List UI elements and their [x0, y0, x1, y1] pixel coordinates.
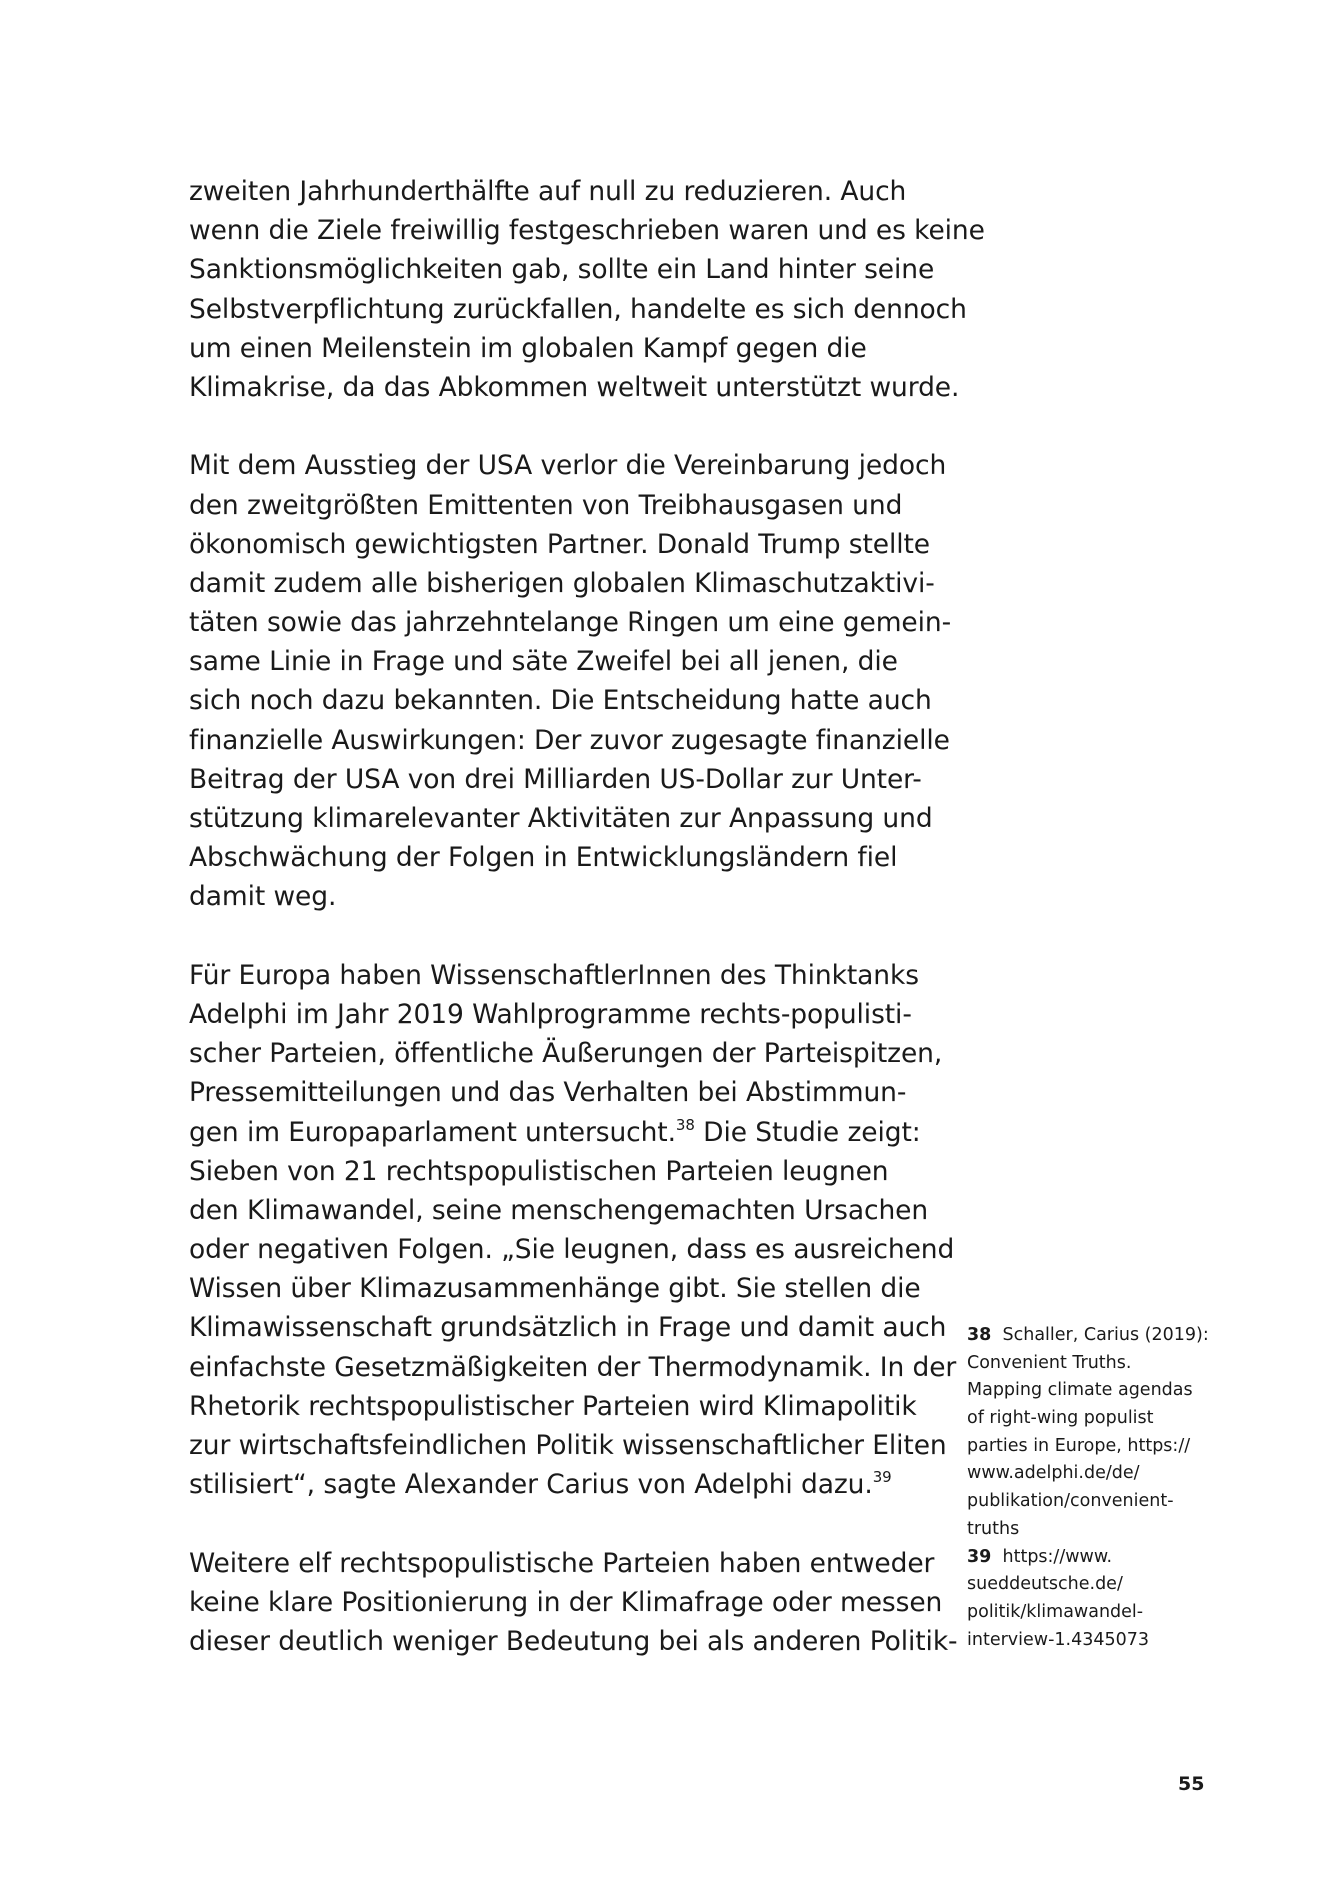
paragraph-3: [189, 956, 957, 1505]
text-line: scher Parteien, öffentliche Äußerungen der Parteispitzen,: [189, 1038, 943, 1070]
text-line-with-footnote-ref: [189, 1113, 949, 1152]
footnote-link-line[interactable]: interview-1.4345073: [967, 1629, 1150, 1650]
text-line: einfachste Gesetzmäßigkeiten der Thermodynamik. In der: [189, 1351, 957, 1383]
footnote-link[interactable]: https://www.: [1002, 1546, 1113, 1567]
footnotes-column: [967, 1322, 1207, 1654]
footnote-line: of right-wing populist: [967, 1408, 1154, 1429]
text-line: sich noch dazu bekannten. Die Entscheidung hatte auch: [189, 685, 932, 717]
text-line: damit weg.: [189, 881, 337, 913]
footnote-line: Mapping climate agendas: [967, 1380, 1193, 1401]
footnote-39: [967, 1544, 1207, 1655]
text-line: Selbstverpflichtung zurückfallen, handelte es sich dennoch: [189, 293, 967, 325]
text-segment: stilisiert“, sagte Alexander Carius von Adelphi dazu.: [189, 1469, 873, 1501]
text-line: damit zudem alle bisherigen globalen Klimaschutzaktivi-: [189, 567, 935, 599]
paragraph-gap: [189, 1504, 949, 1543]
footnote-ref-39[interactable]: 39: [872, 1468, 892, 1487]
paragraph-4: [189, 1544, 958, 1662]
text-line: Rhetorik rechtspopulistischer Parteien wird Klimapolitik: [189, 1390, 917, 1422]
footnote-number: 39: [967, 1546, 992, 1567]
text-line: Mit dem Ausstieg der USA verlor die Vereinbarung jedoch: [189, 450, 947, 482]
text-line-with-footnote-ref: [189, 1465, 949, 1504]
footnote-text: Schaller, Carius (2019):: [1002, 1325, 1209, 1345]
footnote-number: 38: [967, 1325, 992, 1345]
text-line: keine klare Positionierung in der Klimafrage oder messen: [189, 1586, 943, 1618]
text-line: Adelphi im Jahr 2019 Wahlprogramme rechts-populisti-: [189, 998, 912, 1030]
footnote-ref-38[interactable]: 38: [675, 1115, 695, 1134]
text-line: um einen Meilenstein im globalen Kampf gegen die: [189, 332, 867, 364]
footnote-link-line[interactable]: publikation/convenient-: [967, 1491, 1174, 1512]
text-line: finanzielle Auswirkungen: Der zuvor zugesagte finanzielle: [189, 724, 950, 756]
footnote-link-line[interactable]: politik/klimawandel-: [967, 1601, 1144, 1622]
text-line: Klimakrise, da das Abkommen weltweit unterstützt wurde.: [189, 371, 960, 403]
text-line: same Linie in Frage und säte Zweifel bei all jenen, die: [189, 646, 898, 678]
text-line: oder negativen Folgen. „Sie leugnen, dass es ausreichend: [189, 1234, 955, 1266]
text-line: Wissen über Klimazusammenhänge gibt. Sie stellen die: [189, 1273, 921, 1305]
footnote-line: Convenient Truths.: [967, 1352, 1132, 1373]
paragraph-1: [189, 172, 985, 407]
text-line: ökonomisch gewichtigsten Partner. Donald Trump stellte: [189, 528, 930, 560]
body-text: [189, 172, 985, 1661]
footnote-38: [967, 1322, 1207, 1544]
footnote-link-line[interactable]: www.adelphi.de/de/: [967, 1463, 1140, 1484]
text-line: Weitere elf rechtspopulistische Parteien haben entweder: [189, 1547, 935, 1579]
paragraph-gap: [189, 917, 949, 956]
text-line: dieser deutlich weniger Bedeutung bei als anderen Politik-: [189, 1625, 958, 1657]
text-line: Klimawissenschaft grundsätzlich in Frage und damit auch: [189, 1312, 947, 1344]
text-line: täten sowie das jahrzehntelange Ringen um eine gemein-: [189, 607, 952, 639]
footnote-link-line[interactable]: parties in Europe, https://: [967, 1435, 1191, 1456]
paragraph-2: [189, 446, 952, 916]
text-line: den Klimawandel, seine menschengemachten Ursachen: [189, 1194, 929, 1226]
text-line: Pressemitteilungen und das Verhalten bei Abstimmun-: [189, 1077, 907, 1109]
text-line: Abschwächung der Folgen in Entwicklungsländern fiel: [189, 842, 898, 874]
text-line: Beitrag der USA von drei Milliarden US-Dollar zur Unter-: [189, 763, 922, 795]
text-line: Sanktionsmöglichkeiten gab, sollte ein Land hinter seine: [189, 254, 935, 286]
footnote-link-line[interactable]: truths: [967, 1518, 1020, 1539]
footnote-line: [967, 1544, 1207, 1572]
text-line: Für Europa haben WissenschaftlerInnen des Thinktanks: [189, 959, 919, 991]
text-line: wenn die Ziele freiwillig festgeschrieben waren und es keine: [189, 215, 985, 247]
footnote-link-line[interactable]: sueddeutsche.de/: [967, 1574, 1123, 1595]
text-segment: Die Studie zeigt:: [694, 1116, 921, 1148]
text-line: den zweitgrößten Emittenten von Treibhausgasen und: [189, 489, 903, 521]
text-line: zweiten Jahrhunderthälfte auf null zu reduzieren. Auch: [189, 176, 907, 207]
paragraph-gap: [189, 407, 949, 446]
footnote-line: [967, 1322, 1207, 1350]
text-segment: gen im Europaparlament untersucht.: [189, 1116, 676, 1148]
page-number: 55: [1178, 1773, 1205, 1795]
text-line: stützung klimarelevanter Aktivitäten zur Anpassung und: [189, 803, 933, 834]
text-line: Sieben von 21 rechtspopulistischen Parteien leugnen: [189, 1155, 889, 1187]
text-line: zur wirtschaftsfeindlichen Politik wissenschaftlicher Eliten: [189, 1430, 947, 1461]
